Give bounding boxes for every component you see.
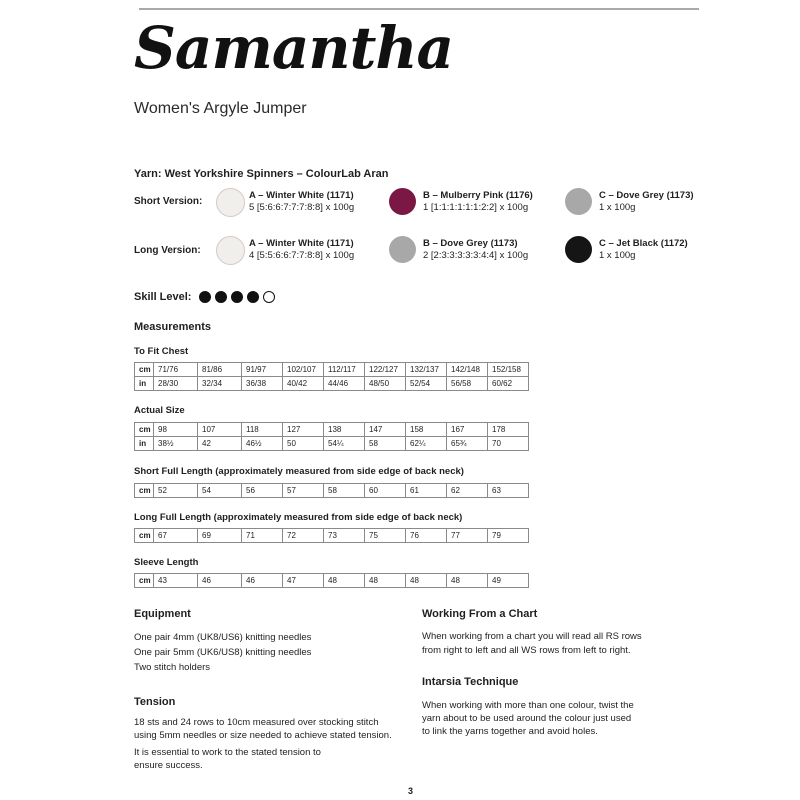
to-fit-chest-label: To Fit Chest xyxy=(134,346,189,357)
measurements-heading: Measurements xyxy=(134,321,212,333)
table-cell: 57 xyxy=(283,484,324,498)
working-from-chart-text xyxy=(422,630,642,658)
table-cell: 81/86 xyxy=(198,363,242,377)
table-cell: 46 xyxy=(242,574,283,588)
short-full-length-label: Short Full Length (approximately measured from side edge of back neck) xyxy=(134,466,464,477)
actual-size-table xyxy=(134,422,529,451)
tension-line: It is essential to work to the stated tension to xyxy=(134,747,321,758)
table-cell: 38½ xyxy=(154,437,198,451)
table-cell: 54¼ xyxy=(324,437,365,451)
table-cell: 112/117 xyxy=(324,363,365,377)
long-version-label: Long Version: xyxy=(134,245,201,256)
table-cell: 70 xyxy=(488,437,529,451)
table-cell: 107 xyxy=(198,423,242,437)
table-cell: 102/107 xyxy=(283,363,324,377)
yarn-entry-long-a xyxy=(249,238,354,262)
table-row xyxy=(135,574,529,588)
yarn-amount: 1 x 100g xyxy=(599,250,636,261)
yarn-amount: 5 [5:6:6:7:7:7:8:8] x 100g xyxy=(249,202,355,213)
table-cell: 147 xyxy=(365,423,406,437)
sleeve-length-table xyxy=(134,573,529,588)
yarn-swatch-long-a xyxy=(216,236,245,265)
chart-line: from right to left and all WS rows from left to right. xyxy=(422,645,631,656)
table-cell: 71 xyxy=(242,529,283,543)
yarn-name: C – Dove Grey (1173) xyxy=(599,190,694,201)
yarn-name: B – Mulberry Pink (1176) xyxy=(423,190,533,201)
table-cell: 61 xyxy=(406,484,447,498)
intarsia-heading: Intarsia Technique xyxy=(422,676,519,688)
table-cell: 76 xyxy=(406,529,447,543)
table-cell: 69 xyxy=(198,529,242,543)
table-cell: 48 xyxy=(365,574,406,588)
table-cell: 58 xyxy=(365,437,406,451)
yarn-entry-short-c xyxy=(599,190,694,214)
table-cell: 75 xyxy=(365,529,406,543)
tension-line: ensure success. xyxy=(134,760,203,771)
skill-level xyxy=(134,291,275,303)
table-cell: 138 xyxy=(324,423,365,437)
yarn-swatch-long-b xyxy=(389,236,416,263)
unit-cell: cm xyxy=(135,363,154,377)
yarn-swatch-short-a xyxy=(216,188,245,217)
table-row xyxy=(135,423,529,437)
table-cell: 158 xyxy=(406,423,447,437)
table-cell: 48 xyxy=(447,574,488,588)
skill-dot-filled xyxy=(215,291,227,303)
unit-cell: in xyxy=(135,377,154,391)
yarn-entry-short-a xyxy=(249,190,354,214)
top-rule xyxy=(139,8,699,10)
table-cell: 118 xyxy=(242,423,283,437)
intarsia-line: yarn about to be used around the colour just used xyxy=(422,713,632,724)
unit-cell: cm xyxy=(135,574,154,588)
yarn-entry-long-c xyxy=(599,238,688,262)
table-cell: 56 xyxy=(242,484,283,498)
table-cell: 49 xyxy=(488,574,529,588)
yarn-amount: 4 [5:5:6:6:7:7:8:8] x 100g xyxy=(249,250,355,261)
table-cell: 91/97 xyxy=(242,363,283,377)
table-cell: 60/62 xyxy=(488,377,529,391)
equipment-item: Two stitch holders xyxy=(134,662,211,673)
skill-dot-filled xyxy=(199,291,211,303)
table-row xyxy=(135,484,529,498)
table-cell: 28/30 xyxy=(154,377,198,391)
table-cell: 52 xyxy=(154,484,198,498)
table-row xyxy=(135,529,529,543)
pattern-subtitle: Women's Argyle Jumper xyxy=(134,100,307,117)
table-cell: 46 xyxy=(198,574,242,588)
yarn-swatch-short-b xyxy=(389,188,416,215)
working-from-chart-heading: Working From a Chart xyxy=(422,608,538,620)
table-cell: 98 xyxy=(154,423,198,437)
equipment-heading: Equipment xyxy=(134,608,191,620)
table-row xyxy=(135,437,529,451)
table-cell: 178 xyxy=(488,423,529,437)
skill-level-rating xyxy=(195,291,275,303)
unit-cell: cm xyxy=(135,484,154,498)
table-cell: 77 xyxy=(447,529,488,543)
skill-level-label: Skill Level: xyxy=(134,291,192,303)
table-cell: 50 xyxy=(283,437,324,451)
intarsia-text xyxy=(422,699,634,738)
yarn-name: C – Jet Black (1172) xyxy=(599,238,688,249)
table-cell: 142/148 xyxy=(447,363,488,377)
equipment-item: One pair 4mm (UK8/US6) knitting needles xyxy=(134,632,312,643)
skill-dot-filled xyxy=(247,291,259,303)
table-cell: 62 xyxy=(447,484,488,498)
pattern-title: Samantha xyxy=(134,14,454,82)
table-cell: 48 xyxy=(406,574,447,588)
unit-cell: cm xyxy=(135,529,154,543)
tension-heading: Tension xyxy=(134,696,176,708)
actual-size-label: Actual Size xyxy=(134,405,185,416)
table-cell: 122/127 xyxy=(365,363,406,377)
equipment-item: One pair 5mm (UK6/US8) knitting needles xyxy=(134,647,312,658)
table-cell: 72 xyxy=(283,529,324,543)
table-cell: 60 xyxy=(365,484,406,498)
table-cell: 52/54 xyxy=(406,377,447,391)
table-cell: 79 xyxy=(488,529,529,543)
long-full-length-table xyxy=(134,528,529,543)
yarn-entry-long-b xyxy=(423,238,528,262)
table-cell: 56/58 xyxy=(447,377,488,391)
long-full-length-label: Long Full Length (approximately measured from side edge of back neck) xyxy=(134,512,463,523)
tension-line: using 5mm needles or size needed to achieve stated tension. xyxy=(134,730,392,741)
table-cell: 63 xyxy=(488,484,529,498)
table-cell: 62¼ xyxy=(406,437,447,451)
table-cell: 152/158 xyxy=(488,363,529,377)
table-row xyxy=(135,377,529,391)
table-cell: 167 xyxy=(447,423,488,437)
table-cell: 132/137 xyxy=(406,363,447,377)
table-cell: 71/76 xyxy=(154,363,198,377)
page-number: 3 xyxy=(408,786,414,796)
yarn-heading: Yarn: West Yorkshire Spinners – ColourLab Aran xyxy=(134,168,389,180)
yarn-amount: 1 x 100g xyxy=(599,202,636,213)
skill-dot-filled xyxy=(231,291,243,303)
table-row xyxy=(135,363,529,377)
yarn-swatch-long-c xyxy=(565,236,592,263)
table-cell: 48 xyxy=(324,574,365,588)
table-cell: 127 xyxy=(283,423,324,437)
yarn-name: B – Dove Grey (1173) xyxy=(423,238,518,249)
tension-line: 18 sts and 24 rows to 10cm measured over stocking stitch xyxy=(134,717,379,728)
tension-text xyxy=(134,716,392,772)
chart-line: When working from a chart you will read all RS rows xyxy=(422,631,642,642)
intarsia-line: to link the yarns together and avoid holes. xyxy=(422,726,598,737)
short-version-label: Short Version: xyxy=(134,196,203,207)
yarn-name: A – Winter White (1171) xyxy=(249,238,354,249)
yarn-entry-short-b xyxy=(423,190,533,214)
table-cell: 58 xyxy=(324,484,365,498)
yarn-swatch-short-c xyxy=(565,188,592,215)
table-cell: 42 xyxy=(198,437,242,451)
table-cell: 73 xyxy=(324,529,365,543)
table-cell: 32/34 xyxy=(198,377,242,391)
to-fit-chest-table xyxy=(134,362,529,391)
yarn-name: A – Winter White (1171) xyxy=(249,190,354,201)
equipment-list xyxy=(134,630,311,675)
intarsia-line: When working with more than one colour, twist the xyxy=(422,700,634,711)
yarn-amount: 1 [1:1:1:1:1:1:2:2] x 100g xyxy=(423,202,529,213)
table-cell: 65¾ xyxy=(447,437,488,451)
table-cell: 54 xyxy=(198,484,242,498)
table-cell: 48/50 xyxy=(365,377,406,391)
table-cell: 43 xyxy=(154,574,198,588)
short-full-length-table xyxy=(134,483,529,498)
unit-cell: in xyxy=(135,437,154,451)
table-cell: 67 xyxy=(154,529,198,543)
sleeve-length-label: Sleeve Length xyxy=(134,557,199,568)
unit-cell: cm xyxy=(135,423,154,437)
skill-dot-empty xyxy=(263,291,275,303)
table-cell: 46½ xyxy=(242,437,283,451)
table-cell: 44/46 xyxy=(324,377,365,391)
table-cell: 47 xyxy=(283,574,324,588)
table-cell: 36/38 xyxy=(242,377,283,391)
table-cell: 40/42 xyxy=(283,377,324,391)
yarn-amount: 2 [2:3:3:3:3:3:4:4] x 100g xyxy=(423,250,529,261)
